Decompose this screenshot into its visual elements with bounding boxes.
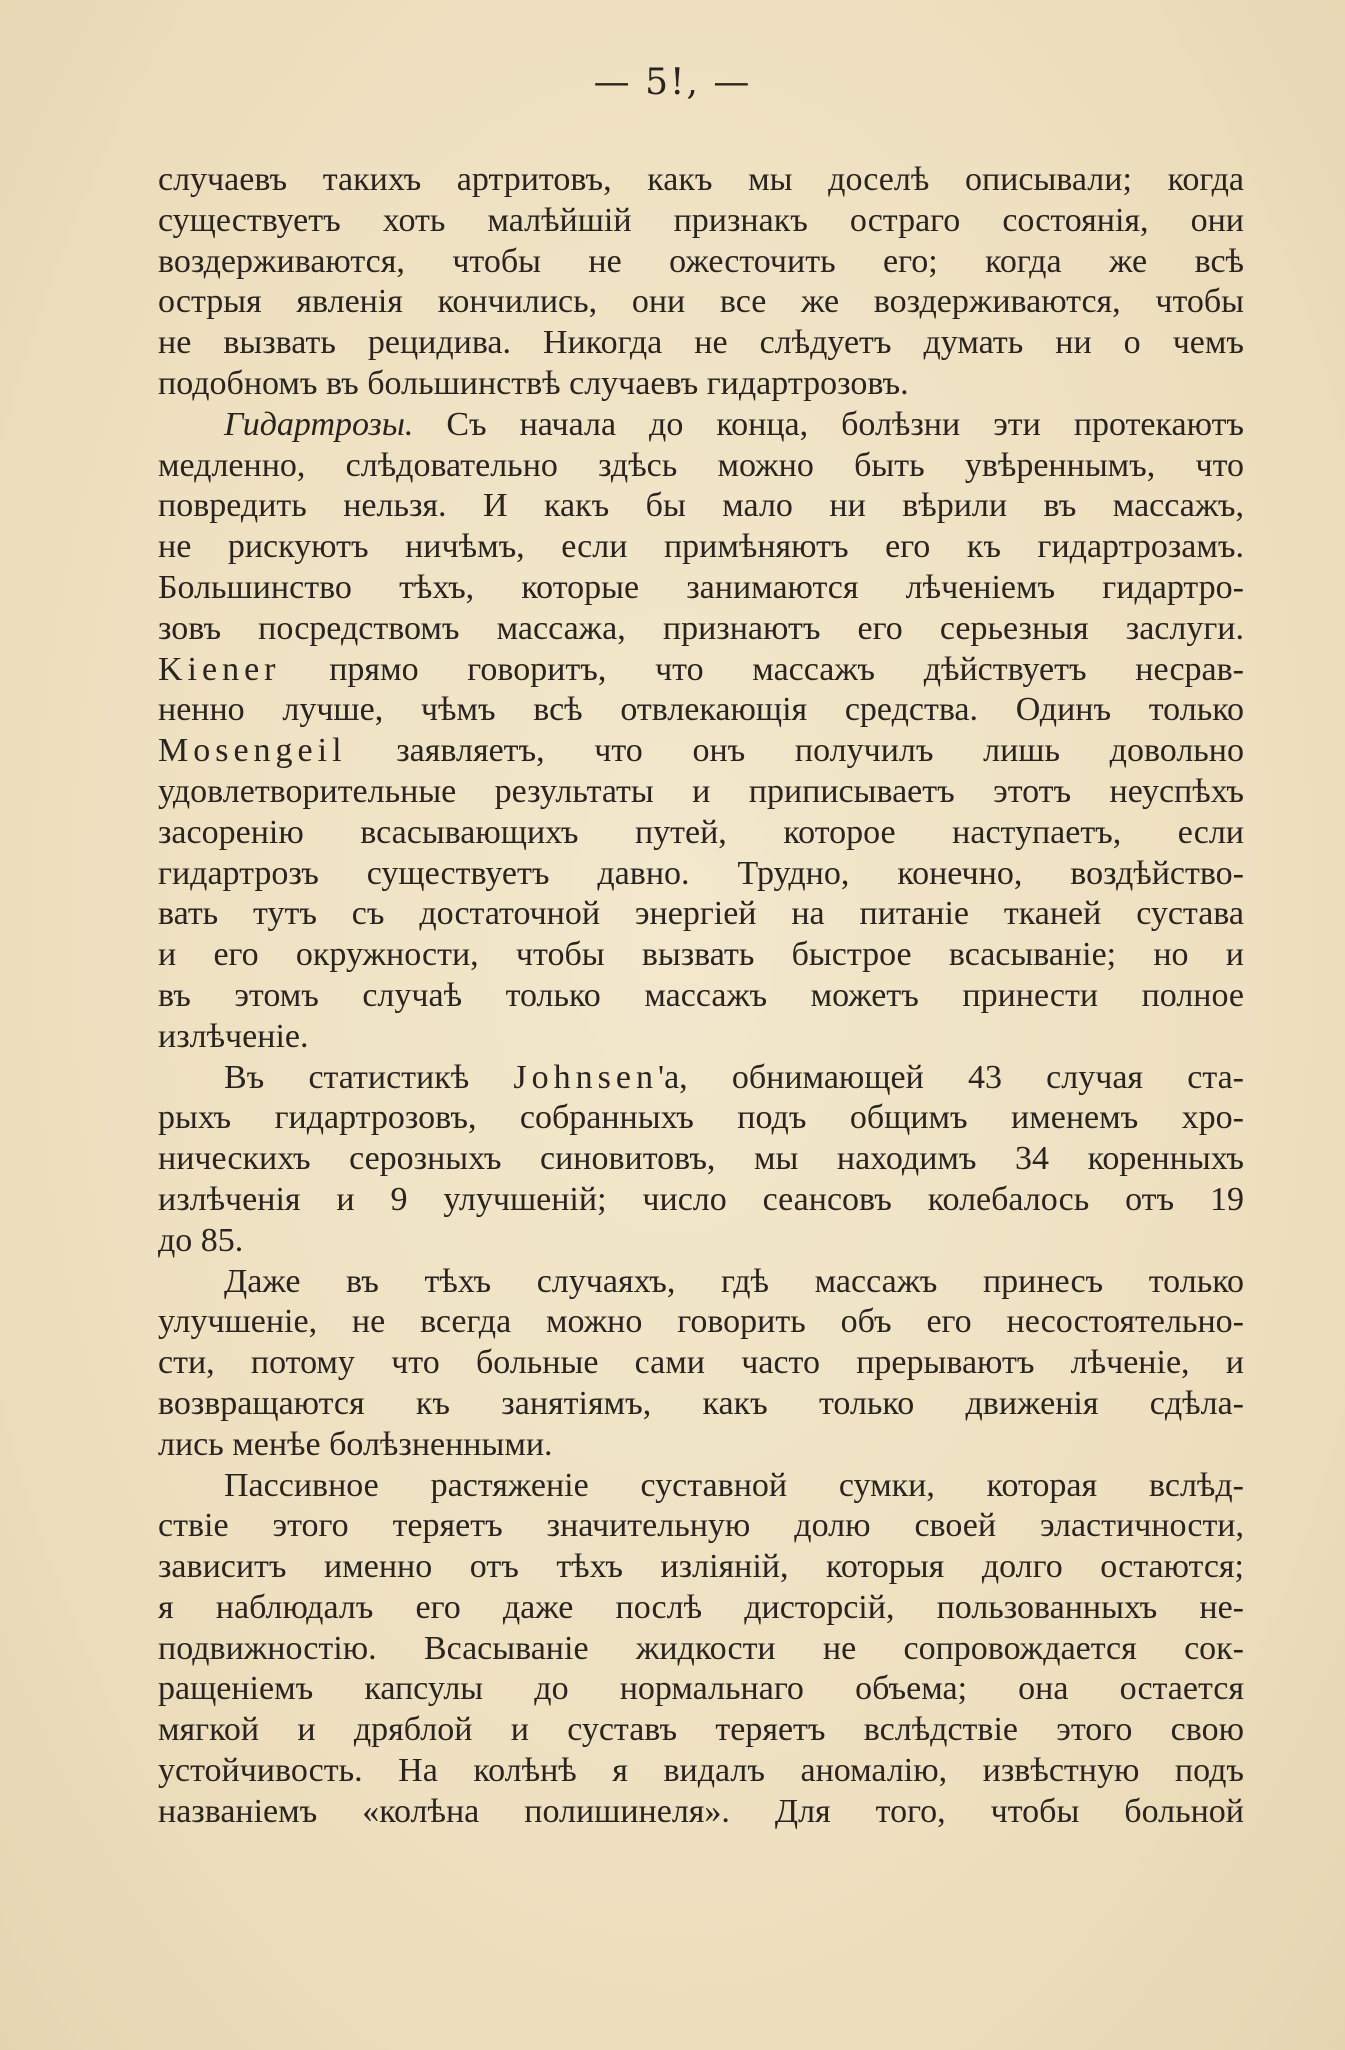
text-line: удовлетворительные результаты и приписываетъ этотъ неуспѣхъ xyxy=(158,772,1244,810)
text-line: подвижностію. Всасываніе жидкости не сопровождается сок- xyxy=(158,1629,1244,1667)
text-line: Mosengeil заявляетъ, что онъ получилъ лишь довольно xyxy=(158,732,1244,770)
text-line: Большинство тѣхъ, которые занимаются лѣченіемъ гидартро- xyxy=(158,568,1244,606)
text-line: не рискуютъ ничѣмъ, если примѣняютъ его къ гидартрозамъ. xyxy=(158,528,1244,566)
text-line: улучшеніе, не всегда можно говорить объ его несостоятельно- xyxy=(158,1303,1244,1341)
page-number: — 5!, — xyxy=(593,62,752,103)
text-line: гидартрозъ существуетъ давно. Трудно, конечно, воздѣйство- xyxy=(158,854,1244,892)
text-line: ническихъ серозныхъ синовитовъ, мы находимъ 34 коренныхъ xyxy=(158,1140,1244,1178)
text-line: излѣченіе. xyxy=(158,1017,309,1055)
text-line: Гидартрозы. Съ начала до конца, болѣзни эти протекаютъ xyxy=(224,405,1244,443)
text-line: засоренію всасывающихъ путей, которое наступаетъ, если xyxy=(158,813,1244,851)
text-line: я наблюдалъ его даже послѣ дисторсій, пользованныхъ не- xyxy=(158,1588,1244,1626)
text-line: не вызвать рецидива. Никогда не слѣдуетъ думать ни о чемъ xyxy=(158,324,1244,362)
text-line: воздерживаются, чтобы не ожесточить его; когда же всѣ xyxy=(158,242,1244,280)
text-line: медленно, слѣдовательно здѣсь можно быть увѣреннымъ, что xyxy=(158,446,1244,484)
body-text xyxy=(158,160,1244,1833)
text-line: устойчивость. На колѣнѣ я видалъ аномалію, извѣстную подъ xyxy=(158,1752,1244,1790)
text-line: возвращаются къ занятіямъ, какъ только движенія сдѣла- xyxy=(158,1384,1244,1422)
text-line: существуетъ хоть малѣйшій признакъ остраго состоянія, они xyxy=(158,201,1244,239)
text-line: лись менѣе болѣзненными. xyxy=(158,1425,553,1463)
text-line: ненно лучше, чѣмъ всѣ отвлекающія средства. Одинъ только xyxy=(158,691,1244,729)
text-line: ствіе этого теряетъ значительную долю своей эластичности, xyxy=(158,1507,1244,1545)
text-line: Даже въ тѣхъ случаяхъ, гдѣ массажъ принесъ только xyxy=(224,1262,1244,1300)
text-line: до 85. xyxy=(158,1221,244,1259)
text-line: подобномъ въ большинствѣ случаевъ гидартрозовъ. xyxy=(158,364,909,402)
text-line: вать тутъ съ достаточной энергіей на питаніе тканей сустава xyxy=(158,895,1244,933)
text-line: Въ статистикѣ Johnsen'а, обнимающей 43 случая ста- xyxy=(224,1058,1244,1096)
text-line: ращеніемъ капсулы до нормальнаго объема; она остается xyxy=(158,1670,1244,1708)
text-line: и его окружности, чтобы вызвать быстрое всасываніе; но и xyxy=(158,936,1244,974)
text-line: мягкой и дряблой и суставъ теряетъ вслѣдствіе этого свою xyxy=(158,1711,1244,1749)
text-line: зовъ посредствомъ массажа, признаютъ его серьезныя заслуги. xyxy=(158,609,1244,647)
text-line: сти, потому что больные сами часто прерываютъ лѣченіе, и xyxy=(158,1344,1244,1382)
italic-term: Гидартрозы. xyxy=(224,405,447,443)
text-line: Пассивное растяженіе суставной сумки, которая вслѣд- xyxy=(224,1466,1244,1504)
text-line: въ этомъ случаѣ только массажъ можетъ принести полное xyxy=(158,976,1244,1014)
text-line: острыя явленія кончились, они все же воздерживаются, чтобы xyxy=(158,283,1244,321)
text-line: рыхъ гидартрозовъ, собранныхъ подъ общимъ именемъ хро- xyxy=(158,1099,1244,1137)
author-name: Mosengeil xyxy=(158,732,347,770)
text-line: повредить нельзя. И какъ бы мало ни вѣрили въ массажъ, xyxy=(158,487,1244,525)
text-line: Kiener прямо говоритъ, что массажъ дѣйствуетъ несрав- xyxy=(158,650,1244,688)
text-line: названіемъ «колѣна полишинеля». Для того, чтобы больной xyxy=(158,1792,1244,1830)
text-line: зависитъ именно отъ тѣхъ изліяній, которыя долго остаются; xyxy=(158,1548,1244,1586)
text-line: излѣченія и 9 улучшеній; число сеансовъ колебалось отъ 19 xyxy=(158,1180,1244,1218)
text-line: случаевъ такихъ артритовъ, какъ мы доселѣ описывали; когда xyxy=(158,161,1244,198)
author-name: Kiener xyxy=(158,650,281,688)
author-name: Johnsen xyxy=(513,1058,658,1096)
